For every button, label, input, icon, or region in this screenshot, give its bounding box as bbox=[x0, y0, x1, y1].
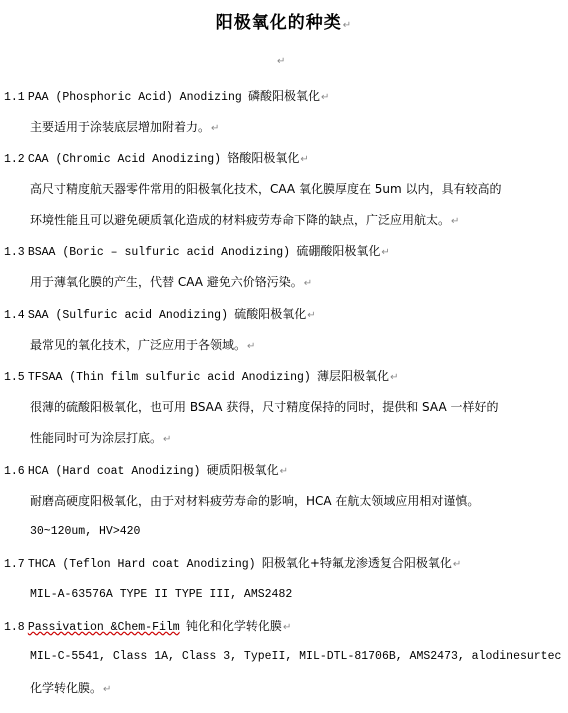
section-body: MIL-C-5541, Class 1A, Class 3, TypeII, MIL-DTL-81706B, AMS2473, alodinesurtec bbox=[30, 650, 562, 663]
section-body: MIL-A-63576A TYPE II TYPE III, AMS2482 bbox=[30, 588, 293, 601]
page-title: 阳极氧化的种类↵ bbox=[215, 13, 353, 33]
section-body: 耐磨高硬度阳极氧化，由于对材料疲劳寿命的影响，HCA 在航太领域应用相对谨慎。 bbox=[30, 494, 480, 508]
section-body: 性能同时可为涂层打底。↵ bbox=[30, 431, 172, 445]
section-heading-1-3: 1.3 BSAA (Boric – sulfuric acid Anodizing) 硫硼酸阳极氧化↵ bbox=[4, 244, 390, 259]
section-body: 最常见的氧化技术，广泛应用于各领域。↵ bbox=[30, 338, 256, 352]
section-body: 化学转化膜。↵ bbox=[30, 681, 112, 695]
section-heading-1-7: 1.7 THCA (Teflon Hard coat Anodizing) 阳极氧化+特氟龙渗透复合阳极氧化↵ bbox=[4, 556, 462, 571]
section-body: 环境性能且可以避免硬质氧化造成的材料疲劳寿命下降的缺点，广泛应用航太。↵ bbox=[30, 213, 460, 227]
section-heading-1-8: 1.8 Passivation &Chem-Film 钝化和化学转化膜↵ bbox=[4, 619, 292, 634]
section-heading-1-2: 1.2 CAA (Chromic Acid Anodizing) 铬酸阳极氧化↵ bbox=[4, 151, 309, 166]
section-body: 用于薄氧化膜的产生，代替 CAA 避免六价铬污染。↵ bbox=[30, 275, 313, 289]
paragraph-mark-icon: ↵ bbox=[342, 20, 353, 31]
section-body: 30~120um, HV>420 bbox=[30, 525, 141, 538]
section-heading-1-5: 1.5 TFSAA (Thin film sulfuric acid Anodizing) 薄层阳极氧化↵ bbox=[4, 369, 399, 384]
section-heading-1-6: 1.6 HCA (Hard coat Anodizing) 硬质阳极氧化↵ bbox=[4, 463, 289, 478]
section-body: 主要适用于涂装底层增加附着力。↵ bbox=[30, 120, 220, 134]
section-heading-1-4: 1.4 SAA (Sulfuric acid Anodizing) 硫酸阳极氧化↵ bbox=[4, 307, 316, 322]
section-body: 很薄的硫酸阳极氧化，也可用 BSAA 获得，尺寸精度保持的同时，提供和 SAA 一样好的 bbox=[30, 400, 499, 414]
section-body: 高尺寸精度航天器零件常用的阳极氧化技术，CAA 氧化膜厚度在 5um 以内，具有较高的 bbox=[30, 182, 502, 196]
empty-paragraph-mark-icon: ↵ bbox=[277, 56, 286, 67]
section-heading-1-1: 1.1 PAA (Phosphoric Acid) Anodizing 磷酸阳极氧化↵ bbox=[4, 89, 330, 104]
